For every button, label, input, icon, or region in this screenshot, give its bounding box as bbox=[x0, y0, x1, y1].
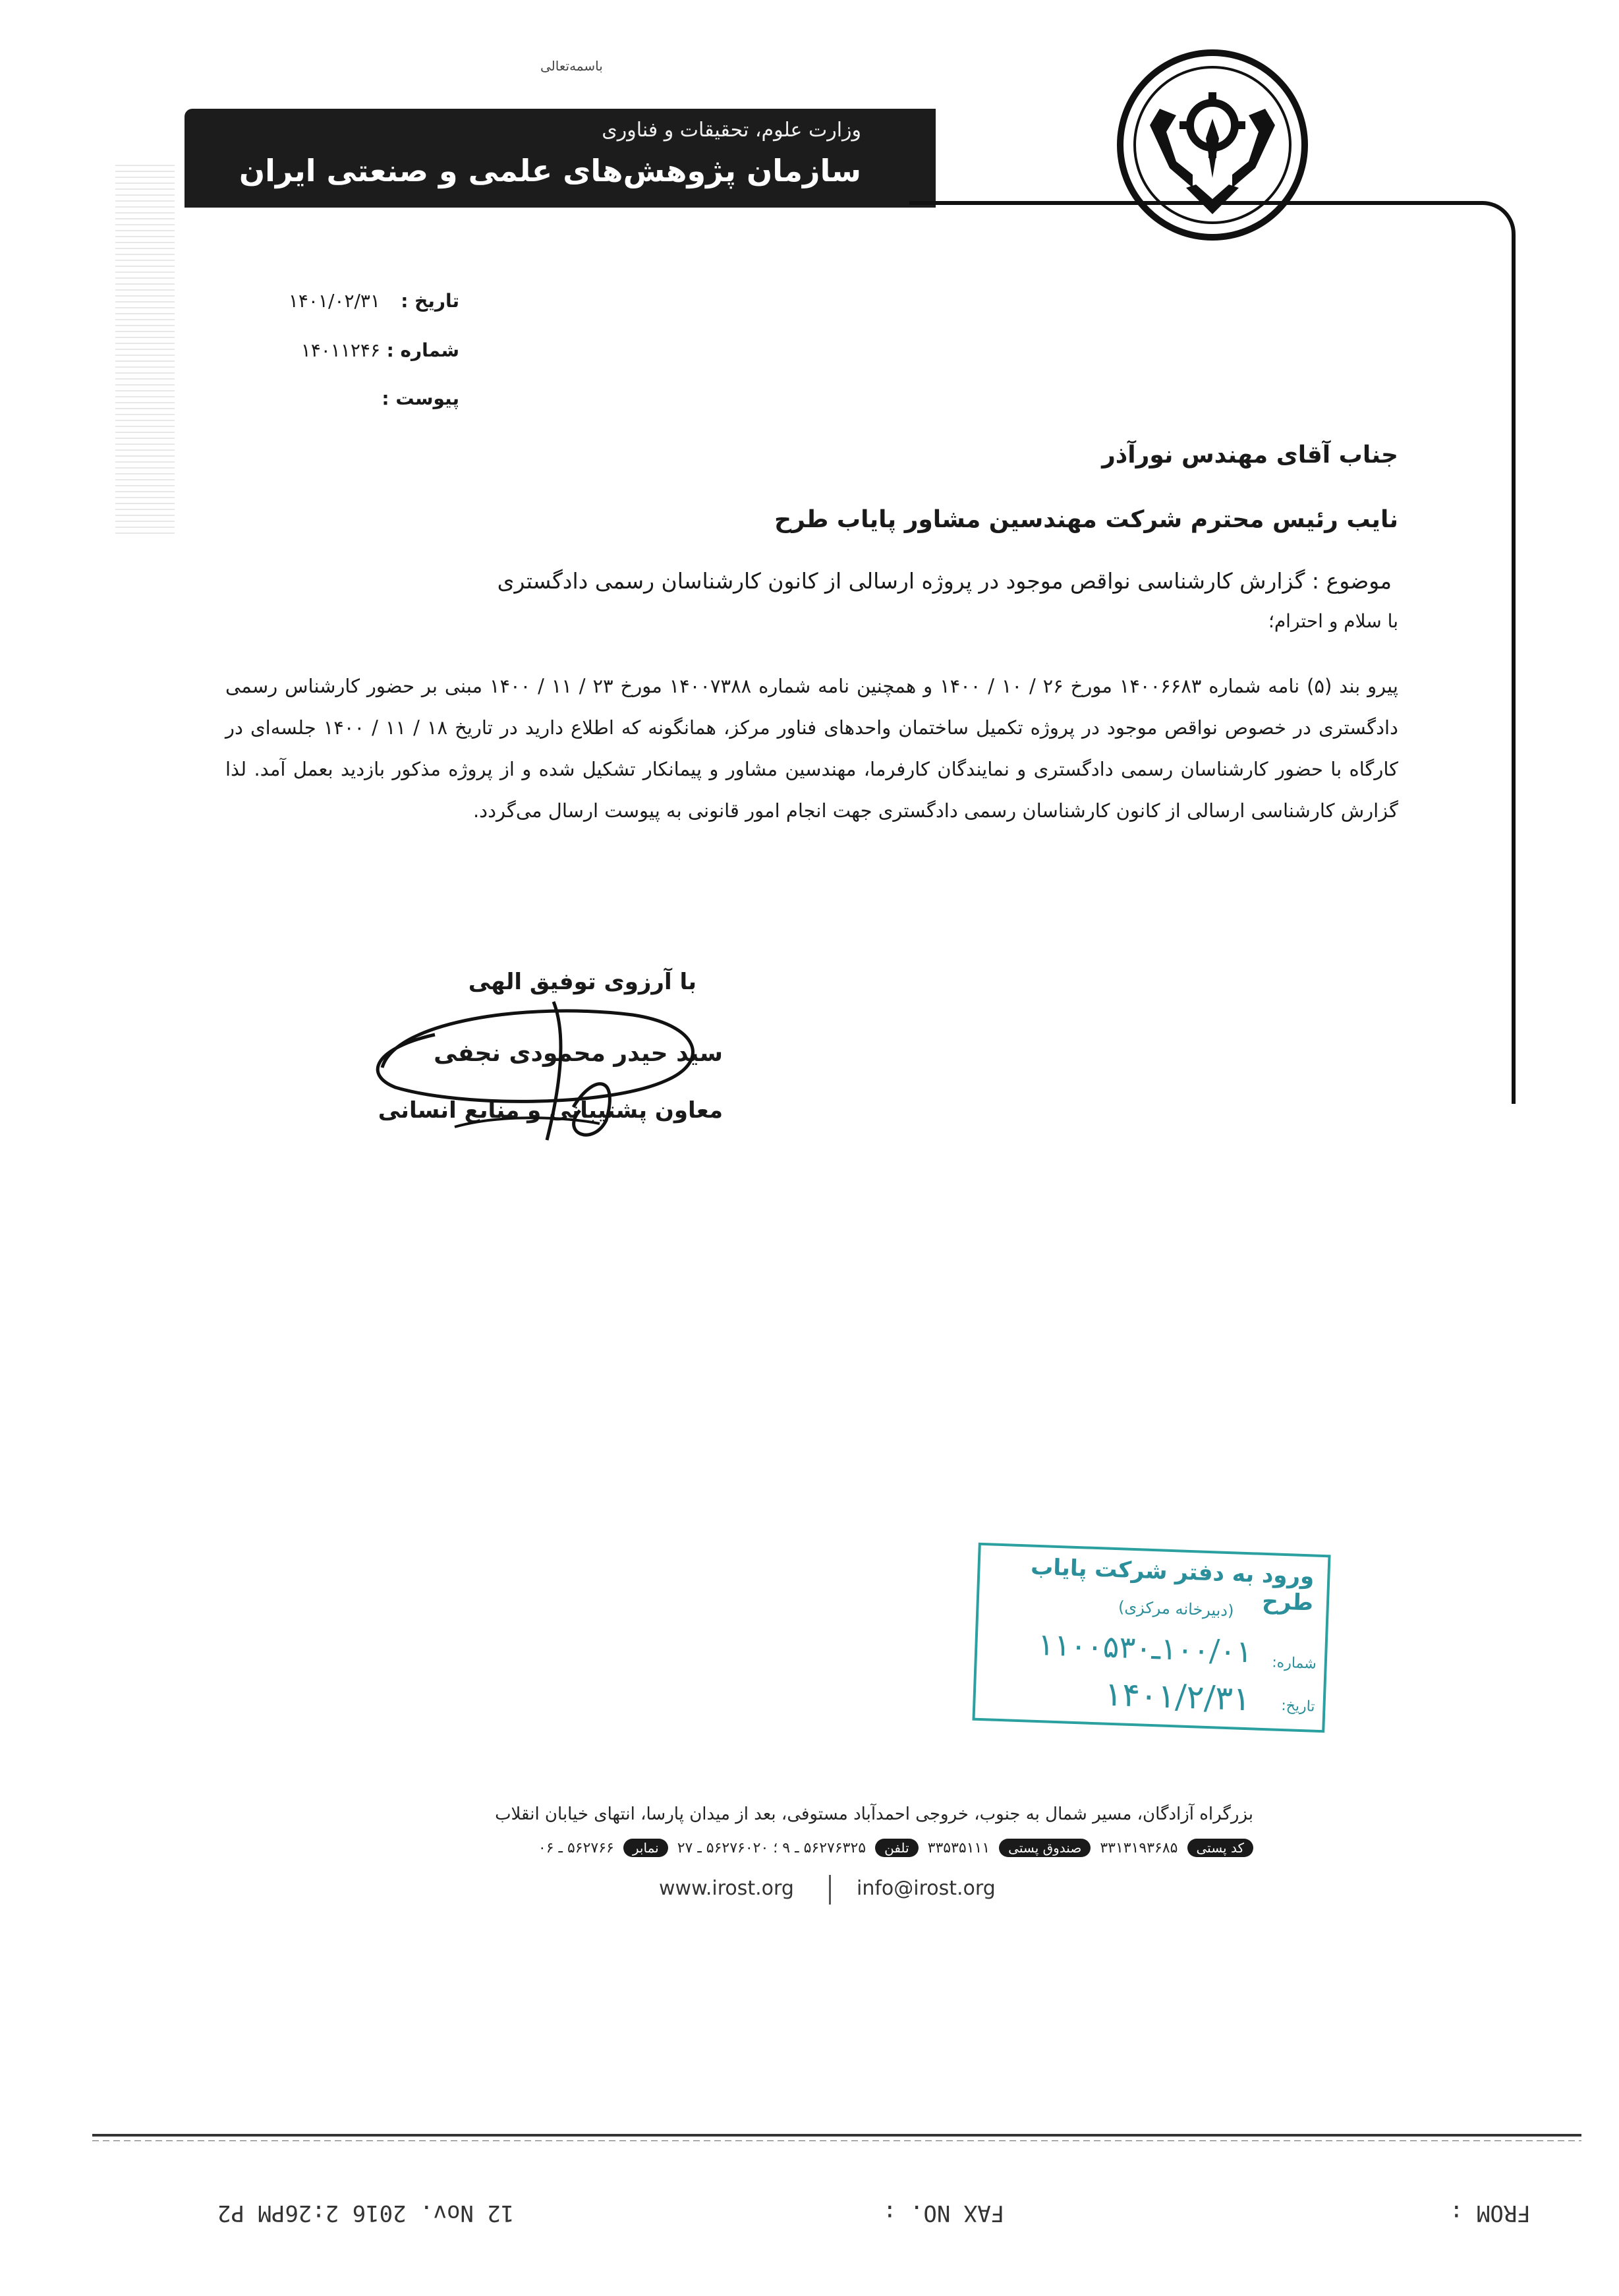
fax-timestamp: 12 Nov. 2016 2:26PM P2 bbox=[217, 2200, 515, 2226]
date-value: ۱۴۰۱/۰۲/۳۱ bbox=[288, 290, 380, 312]
email-link[interactable]: info@irost.org bbox=[857, 1877, 996, 1900]
closing-line: با آرزوی توفیق الهی bbox=[468, 969, 696, 995]
letterhead-invocation: باسمه‌تعالی bbox=[540, 58, 603, 74]
handwritten-signature bbox=[356, 975, 725, 1173]
footer-separator bbox=[829, 1875, 831, 1905]
pobox-label: صندوق پستی bbox=[999, 1839, 1091, 1857]
frame-line-right bbox=[1483, 201, 1516, 1104]
stamp-date-value: ۱۴۰۱/۲/۳۱ bbox=[1104, 1675, 1251, 1719]
greeting: با سلام و احترام؛ bbox=[1268, 610, 1398, 632]
fax-label: نمابر bbox=[623, 1839, 668, 1857]
number-value: ۱۴۰۱۱۲۴۶ bbox=[300, 339, 380, 361]
fax-rule bbox=[92, 2134, 1581, 2137]
organization-name: سازمان پژوهش‌های علمی و صنعتی ایران bbox=[239, 153, 861, 188]
postal-code-label: کد پستی bbox=[1187, 1839, 1254, 1857]
irost-logo-icon bbox=[1114, 46, 1311, 244]
scan-noise bbox=[115, 165, 175, 534]
postal-code-value: ۳۳۱۳۱۹۳۶۸۵ bbox=[1100, 1839, 1178, 1856]
fax-from-label: FROM : bbox=[1450, 2200, 1531, 2226]
recipient: جناب آقای مهندس نورآذر bbox=[1102, 442, 1398, 469]
fax-number-label: FAX NO. : bbox=[883, 2200, 1005, 2226]
letter-body: پیرو بند (۵) نامه شماره ۱۴۰۰۶۶۸۳ مورخ ۲۶ / ۱۰ / ۱۴۰۰ و همچنین نامه شماره ۱۴۰۰۷۳۸۸ مورخ ۲۳ / ۱۱ / ۱۴۰۰ مبنی بر حضور کارشناس رسمی دادگستری در خصوص نواقص موجود در پروژه تکمیل ساختمان واحدهای فناور مرکز، همانگونه که اطلاع دارید در تاریخ ۱۸ / ۱۱ / ۱۴۰۰ جلسه‌ای در کارگاه با حضور کارشناسان رسمی دادگستری و نمایندگان کارفرما، مهندسین مشاور و پیمانکار تشکیل شده و از پروژه مذکور بازدید بعمل آمد. لذا گزارش کارشناسی ارسالی از کانون کارشناسان رسمی دادگستری جهت انجام امور قانونی به پیوست ارسال می‌گردد. bbox=[225, 675, 1398, 822]
stamp-subtitle: (دبیرخانه مرکزی) bbox=[1118, 1597, 1234, 1621]
phone-label: تلفن bbox=[875, 1839, 919, 1857]
number-label: شماره : bbox=[386, 339, 459, 361]
signer-name: سید حیدر محمودی نجفی bbox=[434, 1040, 723, 1067]
signer-title: معاون پشتیبانی و منابع انسانی bbox=[378, 1097, 723, 1124]
fax-value: ۵۶۲۷۶۶ ـ ۰۶ bbox=[538, 1839, 614, 1856]
date-label: تاریخ : bbox=[401, 290, 459, 312]
recipient-title: نایب رئیس محترم شرکت مهندسین مشاور پایاب طرح bbox=[774, 506, 1398, 533]
attachment-label: پیوست : bbox=[382, 387, 459, 409]
fax-rule-dashed bbox=[92, 2140, 1581, 2141]
phone-value: ۵۶۲۷۶۳۲۵ ـ ۹ ؛ ۵۶۲۷۶۰۲۰ ـ ۲۷ bbox=[677, 1839, 866, 1856]
footer-address: بزرگراه آزادگان، مسیر شمال به جنوب، خروجی احمدآباد مستوفی، بعد از میدان پارسا، انتهای خیابان انقلاب bbox=[495, 1804, 1253, 1824]
receipt-stamp bbox=[972, 1543, 1330, 1733]
subject-line: موضوع : گزارش کارشناسی نواقص موجود در پروژه ارسالی از کانون کارشناسان رسمی دادگستری bbox=[497, 568, 1392, 594]
stamp-number-label: شماره: bbox=[1271, 1654, 1317, 1673]
stamp-date-label: تاریخ: bbox=[1280, 1697, 1315, 1715]
stamp-number-value: ۱۰۰/۰۱ـ۱۱۰۰۵۳۰ bbox=[1037, 1626, 1253, 1670]
footer-contacts bbox=[538, 1839, 1253, 1857]
stamp-title: ورود به دفتر شرکت پایاب طرح bbox=[1030, 1553, 1315, 1617]
website-link[interactable]: www.irost.org bbox=[659, 1877, 794, 1900]
ministry-name: وزارت علوم، تحقیقات و فناوری bbox=[602, 119, 861, 142]
pobox-value: ۳۳۵۳۵۱۱۱ bbox=[927, 1839, 990, 1856]
